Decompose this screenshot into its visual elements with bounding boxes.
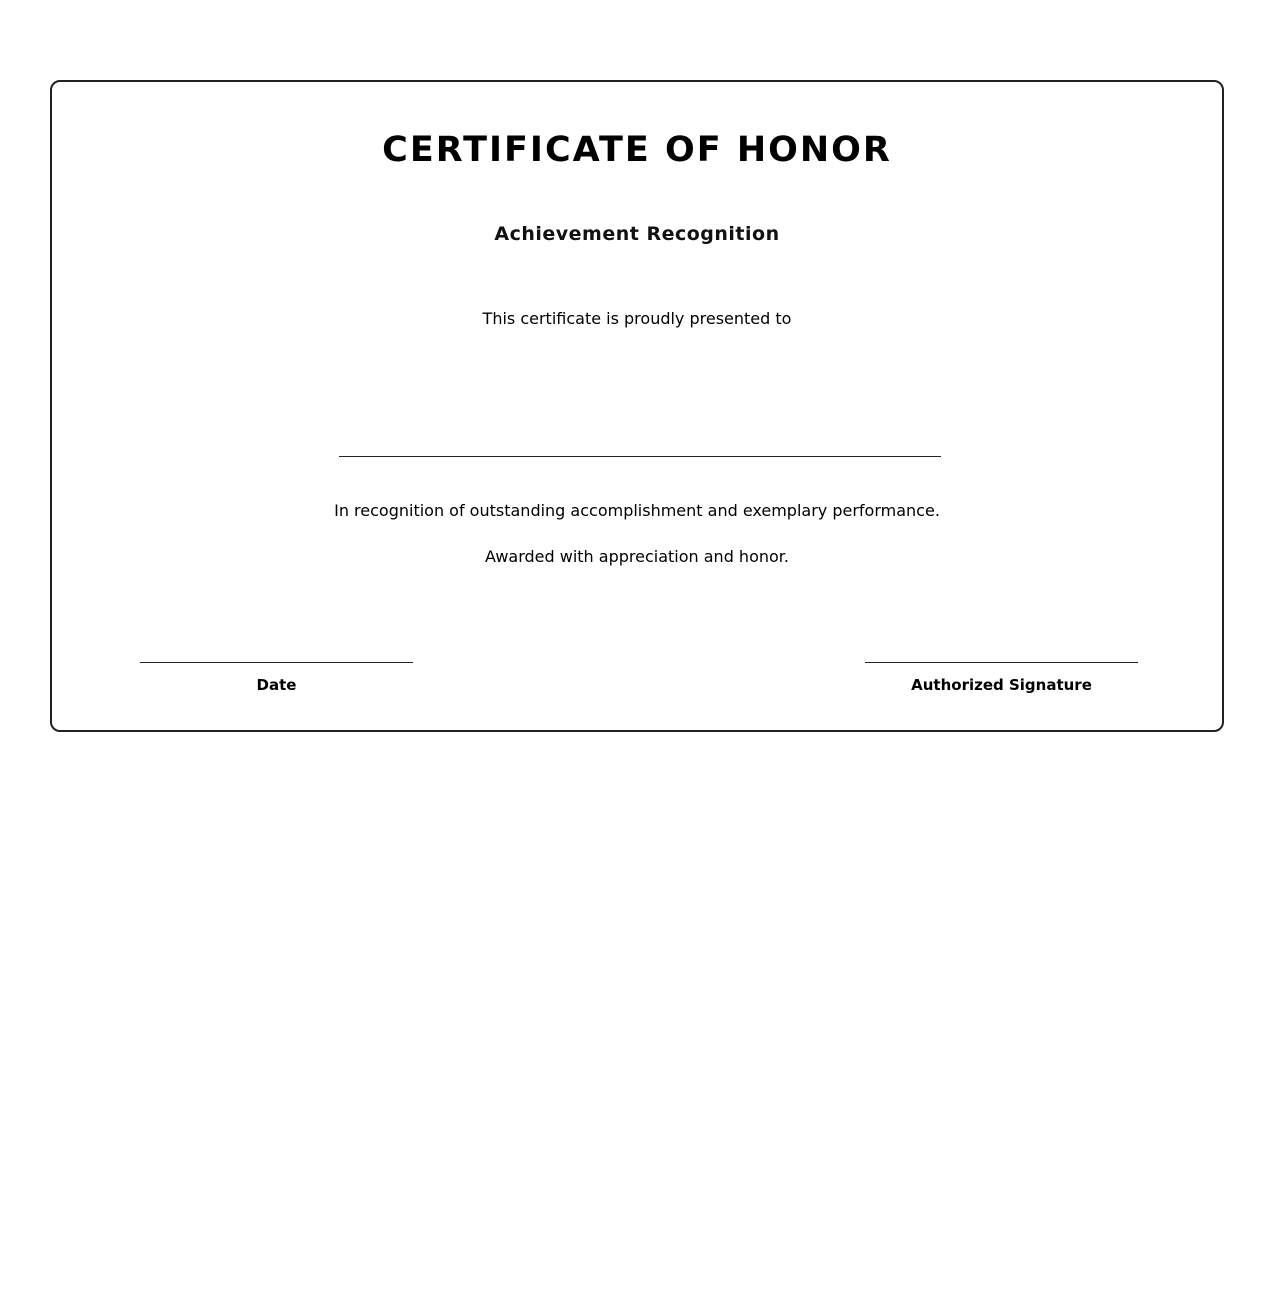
recipient-name-line [339, 456, 941, 457]
recognition-text: In recognition of outstanding accomplishment and exemplary performance. [334, 501, 940, 520]
presented-to-text: This certificate is proudly presented to [482, 309, 792, 328]
certificate-card [50, 80, 1224, 732]
date-label: Date [256, 676, 297, 694]
certificate-subtitle: Achievement Recognition [494, 223, 780, 245]
awarded-text: Awarded with appreciation and honor. [485, 547, 789, 566]
certificate-title: CERTIFICATE OF HONOR [382, 130, 892, 170]
signature-label: Authorized Signature [911, 676, 1092, 694]
date-line [140, 662, 413, 663]
date-block [140, 662, 413, 695]
signature-line [865, 662, 1138, 663]
signature-block [865, 662, 1138, 695]
